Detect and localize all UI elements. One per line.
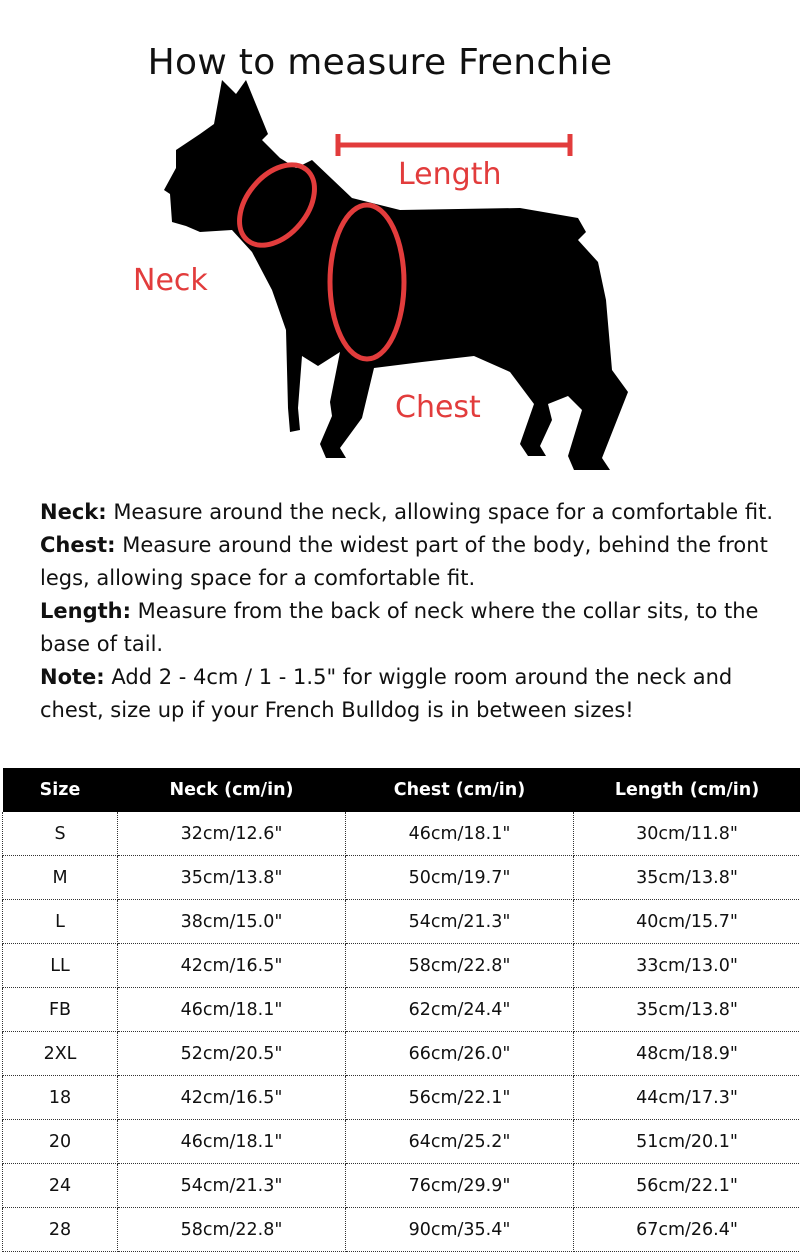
note-extra: Note: Add 2 - 4cm / 1 - 1.5" for wiggle room around the neck and chest, size up if your French Bulldog is in between sizes! — [40, 665, 733, 722]
page-title: How to measure Frenchie — [147, 42, 613, 84]
table-row: M 35cm/13.8" 50cm/19.7" 35cm/13.8" — [3, 856, 800, 900]
neck-label: Neck — [133, 263, 208, 298]
length-measure-bar — [338, 134, 570, 156]
chest-label: Chest — [395, 390, 481, 425]
table-row: L 38cm/15.0" 54cm/21.3" 40cm/15.7" — [3, 900, 800, 944]
measurement-notes — [40, 496, 780, 727]
note-length: Length: Measure from the back of neck where the collar sits, to the base of tail. — [40, 599, 759, 656]
table-row: 20 46cm/18.1" 64cm/25.2" 51cm/20.1" — [3, 1120, 800, 1164]
header-size: Size — [3, 768, 118, 812]
note-chest: Chest: Measure around the widest part of the body, behind the front legs, allowing space for a comfortable fit. — [40, 533, 768, 590]
note-neck: Neck: Measure around the neck, allowing space for a comfortable fit. — [40, 500, 773, 524]
table-row: LL 42cm/16.5" 58cm/22.8" 33cm/13.0" — [3, 944, 800, 988]
table-row: 2XL 52cm/20.5" 66cm/26.0" 48cm/18.9" — [3, 1032, 800, 1076]
table-header-row — [3, 768, 800, 812]
header-neck: Neck (cm/in) — [118, 768, 346, 812]
table-row: 24 54cm/21.3" 76cm/29.9" 56cm/22.1" — [3, 1164, 800, 1208]
table-row: S 32cm/12.6" 46cm/18.1" 30cm/11.8" — [3, 812, 800, 856]
length-label: Length — [398, 157, 502, 192]
table-row: 18 42cm/16.5" 56cm/22.1" 44cm/17.3" — [3, 1076, 800, 1120]
header-chest: Chest (cm/in) — [346, 768, 574, 812]
header-length: Length (cm/in) — [574, 768, 800, 812]
size-table — [2, 768, 800, 1252]
table-row: 28 58cm/22.8" 90cm/35.4" 67cm/26.4" — [3, 1208, 800, 1252]
measurement-diagram — [0, 0, 800, 490]
table-row: FB 46cm/18.1" 62cm/24.4" 35cm/13.8" — [3, 988, 800, 1032]
